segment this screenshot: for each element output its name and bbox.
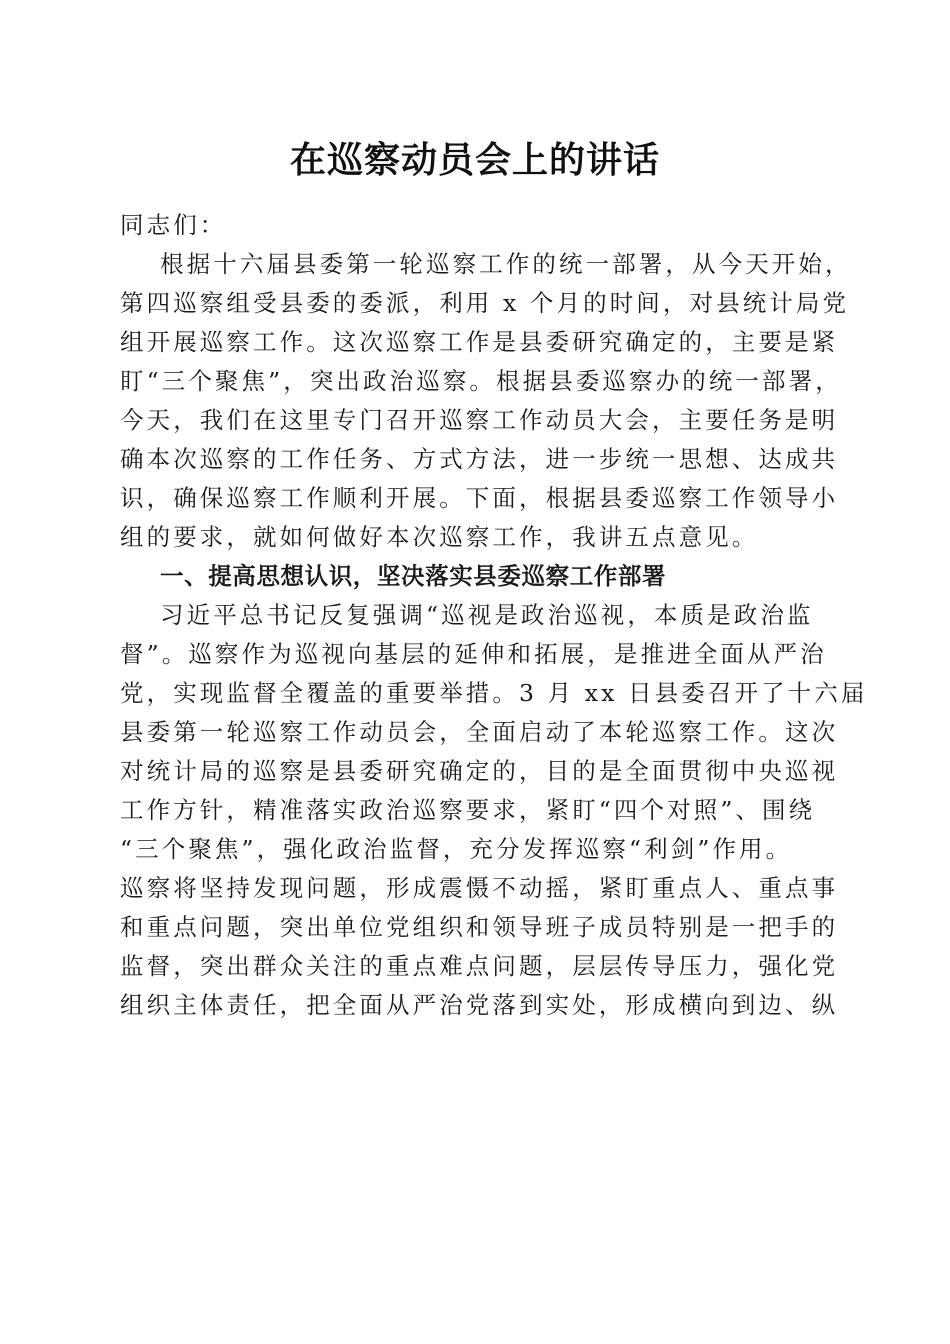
paragraph-line: 工作方针，精准落实政治巡察要求，紧盯“四个对照”、围绕: [120, 796, 816, 824]
paragraph-line: 县委第一轮巡察工作动员会，全面启动了本轮巡察工作。这次: [120, 718, 839, 746]
paragraph-line: 根据十六届县委第一轮巡察工作的统一部署，从今天开始，: [160, 250, 852, 278]
document-body: [120, 206, 868, 1025]
paragraph-line: 组开展巡察工作。这次巡察工作是县委研究确定的，主要是紧: [120, 328, 839, 356]
paragraph-line: 盯“三个聚焦”，突出政治巡察。根据县委巡察办的统一部署，: [120, 367, 842, 395]
paragraph-line: 今天，我们在这里专门召开巡察工作动员大会，主要任务是明: [120, 406, 839, 434]
paragraph-line: “三个聚焦”，强化政治监督，充分发挥巡察“利剑”作用。: [120, 835, 793, 863]
paragraph-line: 习近平总书记反复强调“巡视是政治巡视，本质是政治监: [160, 601, 814, 629]
paragraph-line: 党，实现监督全覆盖的重要举措。3 月 xx 日县委召开了十六届: [120, 679, 868, 707]
paragraph-line: 和重点问题，突出单位党组织和领导班子成员特别是一把手的: [120, 913, 839, 941]
paragraph-line: 对统计局的巡察是县委研究确定的，目的是全面贯彻中央巡视: [120, 757, 839, 785]
paragraph-line: 督”。巡察作为巡视向基层的延伸和拓展，是推进全面从严治: [120, 640, 827, 668]
paragraph-line: 巡察将坚持发现问题，形成震慑不动摇，紧盯重点人、重点事: [120, 874, 839, 902]
paragraph-line: 识，确保巡察工作顺利开展。下面，根据县委巡察工作领导小: [120, 484, 839, 512]
paragraph-line: 第四巡察组受县委的委派，利用 x 个月的时间，对县统计局党: [120, 289, 850, 317]
paragraph-line: 监督，突出群众关注的重点难点问题，层层传导压力，强化党: [120, 952, 839, 980]
document-title: 在巡察动员会上的讲话: [289, 139, 660, 181]
paragraph-line: 组的要求，就如何做好本次巡察工作，我讲五点意见。: [120, 523, 759, 551]
section-heading: 一、提高思想认识，坚决落实县委巡察工作部署: [160, 562, 667, 590]
paragraph-line: 确本次巡察的工作任务、方式方法，进一步统一思想、达成共: [120, 445, 839, 473]
paragraph-line: 组织主体责任，把全面从严治党落到实处，形成横向到边、纵: [120, 991, 839, 1019]
salutation: 同志们：: [120, 211, 227, 239]
